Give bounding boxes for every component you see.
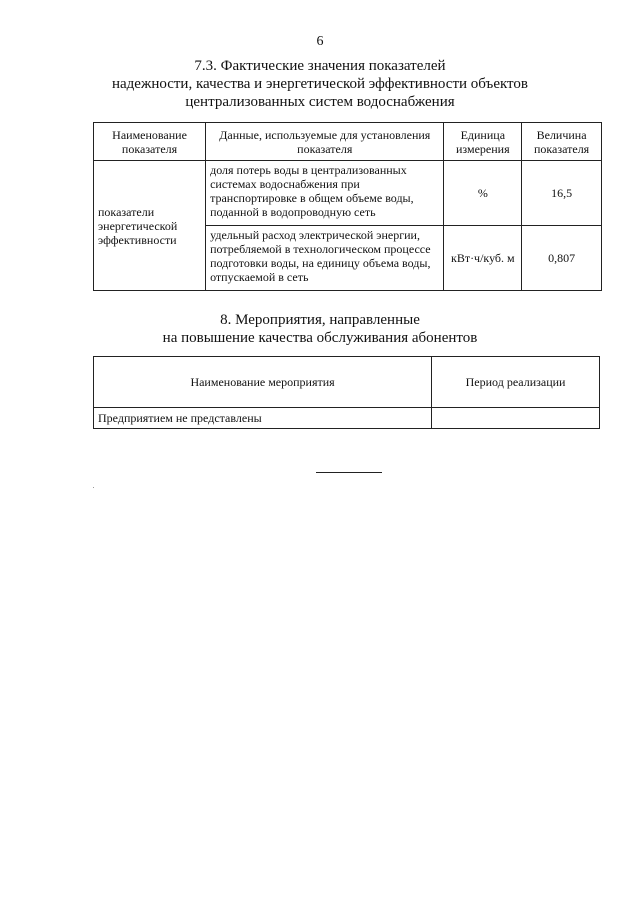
value-cell: 16,5	[522, 161, 602, 226]
data-cell: доля потерь воды в централизованных системах водоснабжения при транспортировке в общем объеме воды, поданной в водопроводную сеть	[206, 161, 444, 226]
table-row	[94, 408, 600, 429]
period-cell	[432, 408, 600, 429]
page-number: 6	[316, 34, 324, 49]
header-period: Период реализации	[432, 357, 600, 408]
value-cell: 0,807	[522, 226, 602, 291]
scan-speck	[93, 487, 94, 488]
measures-table	[93, 356, 600, 429]
section-7-3-title-line: централизованных систем водоснабжения	[185, 94, 455, 110]
table-row	[94, 161, 602, 226]
unit-cell: кВт·ч/куб. м	[444, 226, 522, 291]
end-rule	[316, 472, 382, 473]
indicator-name-cell: показатели энергетической эффективности	[94, 161, 206, 291]
section-7-3-title-line: надежности, качества и энергетической эффективности объектов	[111, 76, 528, 92]
table-header-row	[94, 357, 600, 408]
header-data-used: Данные, используемые для установления показателя	[206, 123, 444, 161]
section-7-3-title	[0, 57, 640, 111]
header-value: Величина показателя	[522, 123, 602, 161]
unit-cell: %	[444, 161, 522, 226]
measure-name-cell: Предприятием не представлены	[94, 408, 432, 429]
indicators-table	[93, 122, 602, 291]
section-8-title-line: на повышение качества обслуживания абонентов	[162, 330, 478, 346]
header-indicator-name: Наименование показателя	[94, 123, 206, 161]
table-header-row	[94, 123, 602, 161]
section-8-title	[0, 311, 640, 347]
section-7-3-title-line: 7.3. Фактические значения показателей	[194, 58, 446, 74]
header-measure-name: Наименование мероприятия	[94, 357, 432, 408]
data-cell: удельный расход электрической энергии, потребляемой в технологическом процессе подготовки воды, на единицу объема воды, отпускаемой в сеть	[206, 226, 444, 291]
section-8-title-line: 8. Мероприятия, направленные	[220, 312, 420, 328]
header-unit: Единица измерения	[444, 123, 522, 161]
